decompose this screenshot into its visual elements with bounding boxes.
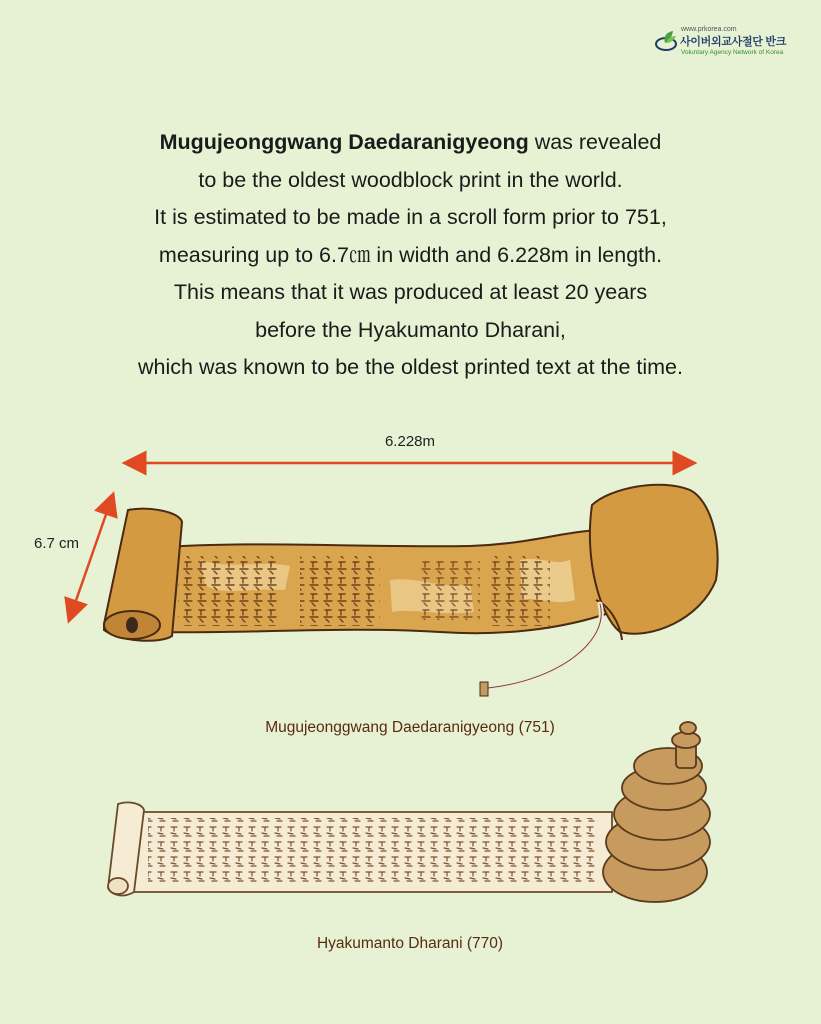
width-label: 6.7 cm xyxy=(34,535,80,552)
caption-mugujeonggwang: Mugujeonggwang Daedaranigyeong (751) xyxy=(265,719,555,736)
mugujeonggwang-scroll-drawing xyxy=(104,485,718,696)
logo-korean-name: 사이버외교사절단 반크 xyxy=(680,36,787,48)
intro-line-2: to be the oldest woodblock print in the world. xyxy=(198,167,623,192)
intro-line-1: Mugujeonggwang Daedaranigyeong was revealed xyxy=(159,130,662,154)
pagoda-drawing xyxy=(603,722,710,902)
logo-english-name: Voluntary Agency Network of Korea xyxy=(681,49,784,56)
intro-line-5: This means that it was produced at least 20 years xyxy=(173,280,648,304)
length-label: 6.228m xyxy=(384,433,436,450)
hyakumanto-scroll-drawing xyxy=(108,802,612,895)
caption-hyakumanto: Hyakumanto Dharani (770) xyxy=(316,935,504,952)
intro-line-6: before the Hyakumanto Dharani, xyxy=(255,317,566,342)
scroll-name-bold: Mugujeonggwang Daedaranigyeong xyxy=(159,130,529,154)
width-arrow xyxy=(72,503,110,612)
logo-url: www.prkorea.com xyxy=(681,26,737,33)
intro-line-3: It is estimated to be made in a scroll form prior to 751, xyxy=(154,205,667,229)
intro-line-7: which was known to be the oldest printed text at the time. xyxy=(138,355,683,379)
intro-line-4: measuring up to 6.7㎝ in width and 6.228m in length. xyxy=(158,242,663,267)
